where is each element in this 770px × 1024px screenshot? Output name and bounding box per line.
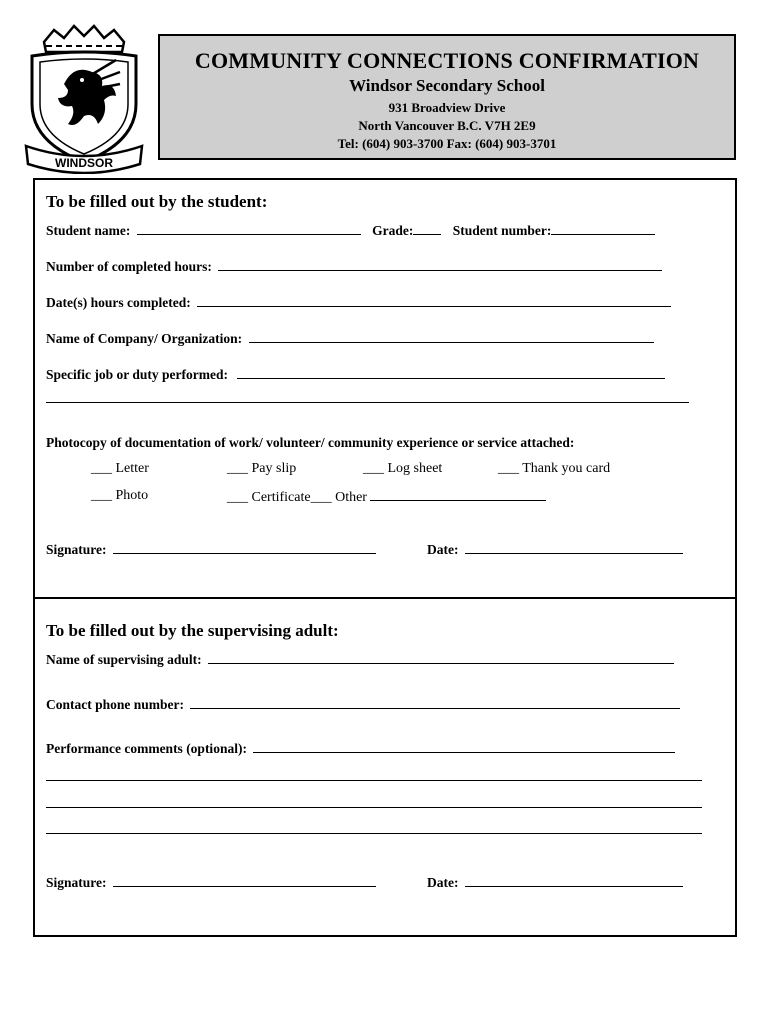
- checkbox-certificate-blank: ___: [227, 490, 248, 505]
- supervisor-name-label: Name of supervising adult:: [46, 652, 202, 667]
- supervisor-name-row: [46, 651, 674, 668]
- student-date-field[interactable]: [465, 541, 683, 554]
- supervisor-date-label: Date:: [427, 875, 459, 890]
- job-label: Specific job or duty performed:: [46, 367, 228, 382]
- student-number-field[interactable]: [551, 222, 655, 235]
- checkbox-other-label: Other: [335, 490, 367, 505]
- supervisor-date-field[interactable]: [465, 874, 683, 887]
- checkbox-letter[interactable]: [91, 461, 149, 477]
- hours-field[interactable]: [218, 258, 662, 271]
- student-signature-row: [46, 541, 376, 558]
- dates-row: [46, 294, 671, 311]
- crest-icon: [24, 24, 144, 174]
- checkbox-letter-blank: ___: [91, 461, 112, 476]
- hours-row: [46, 258, 662, 275]
- grade-label: Grade:: [372, 223, 414, 238]
- student-date-row: [427, 541, 683, 558]
- checkbox-pay-slip-blank: ___: [227, 461, 248, 476]
- checkbox-log-sheet-blank: ___: [363, 461, 384, 476]
- comments-label: Performance comments (optional):: [46, 741, 247, 756]
- student-name-label: Student name:: [46, 223, 131, 238]
- comments-field[interactable]: [253, 740, 675, 753]
- dates-field[interactable]: [197, 294, 671, 307]
- comments-row: [46, 740, 675, 757]
- job-field[interactable]: [237, 366, 665, 379]
- checkbox-pay-slip-label: Pay slip: [251, 461, 297, 476]
- supervisor-section-title: To be filled out by the supervising adult:: [46, 621, 339, 640]
- checkbox-letter-label: Letter: [115, 461, 149, 476]
- logo-text: WINDSOR: [55, 156, 113, 170]
- checkbox-photo-blank: ___: [91, 488, 112, 503]
- checkbox-log-sheet-label: Log sheet: [387, 461, 443, 476]
- photocopy-label: Photocopy of documentation of work/ volunteer/ community experience or service attached:: [46, 435, 575, 450]
- contact-phone-row: [46, 696, 680, 713]
- checkbox-certificate-label: Certificate: [251, 490, 311, 505]
- header-box: [158, 34, 736, 160]
- dates-label: Date(s) hours completed:: [46, 295, 191, 310]
- supervisor-date-row: [427, 874, 683, 891]
- address-line-1: 931 Broadview Drive: [388, 100, 506, 115]
- student-section-title: To be filled out by the student:: [46, 192, 268, 211]
- student-name-field[interactable]: [137, 222, 361, 235]
- job-row: [46, 366, 665, 383]
- student-section: [33, 178, 737, 599]
- supervisor-section: [33, 597, 737, 937]
- hours-label: Number of completed hours:: [46, 259, 212, 274]
- checkbox-photo-label: Photo: [115, 488, 149, 503]
- student-signature-label: Signature:: [46, 542, 107, 557]
- checkbox-pay-slip[interactable]: [227, 461, 296, 477]
- supervisor-signature-field[interactable]: [113, 874, 376, 887]
- checkbox-photo[interactable]: [91, 488, 148, 504]
- checkbox-log-sheet[interactable]: [363, 461, 442, 477]
- job-field-line-2[interactable]: [46, 402, 689, 403]
- comments-line-3[interactable]: [46, 807, 702, 808]
- checkbox-thank-you-card-blank: ___: [498, 461, 519, 476]
- contact-phone-field[interactable]: [190, 696, 680, 709]
- student-signature-field[interactable]: [113, 541, 376, 554]
- comments-line-2[interactable]: [46, 780, 702, 781]
- company-field[interactable]: [249, 330, 654, 343]
- company-label: Name of Company/ Organization:: [46, 331, 243, 346]
- school-name: Windsor Secondary School: [349, 76, 545, 95]
- comments-line-4[interactable]: [46, 833, 702, 834]
- other-field[interactable]: [370, 488, 546, 501]
- checkbox-other-blank: ___: [310, 490, 332, 505]
- page-title: COMMUNITY CONNECTIONS CONFIRMATION: [194, 48, 700, 73]
- checkbox-thank-you-card-label: Thank you card: [522, 461, 611, 476]
- address-line-2: North Vancouver B.C. V7H 2E9: [358, 118, 536, 133]
- checkbox-thank-you-card[interactable]: [498, 461, 610, 477]
- grade-field[interactable]: [413, 222, 441, 235]
- school-crest-logo: [24, 24, 144, 174]
- student-number-label: Student number:: [452, 223, 552, 238]
- contact-phone-label: Contact phone number:: [46, 697, 185, 712]
- company-row: [46, 330, 654, 347]
- student-name-row: [46, 222, 655, 239]
- supervisor-signature-label: Signature:: [46, 875, 107, 890]
- checkbox-certificate-other[interactable]: [227, 488, 546, 506]
- contact-line: Tel: (604) 903-3700 Fax: (604) 903-3701: [337, 136, 557, 151]
- supervisor-signature-row: [46, 874, 376, 891]
- student-date-label: Date:: [427, 542, 459, 557]
- supervisor-name-field[interactable]: [208, 651, 674, 664]
